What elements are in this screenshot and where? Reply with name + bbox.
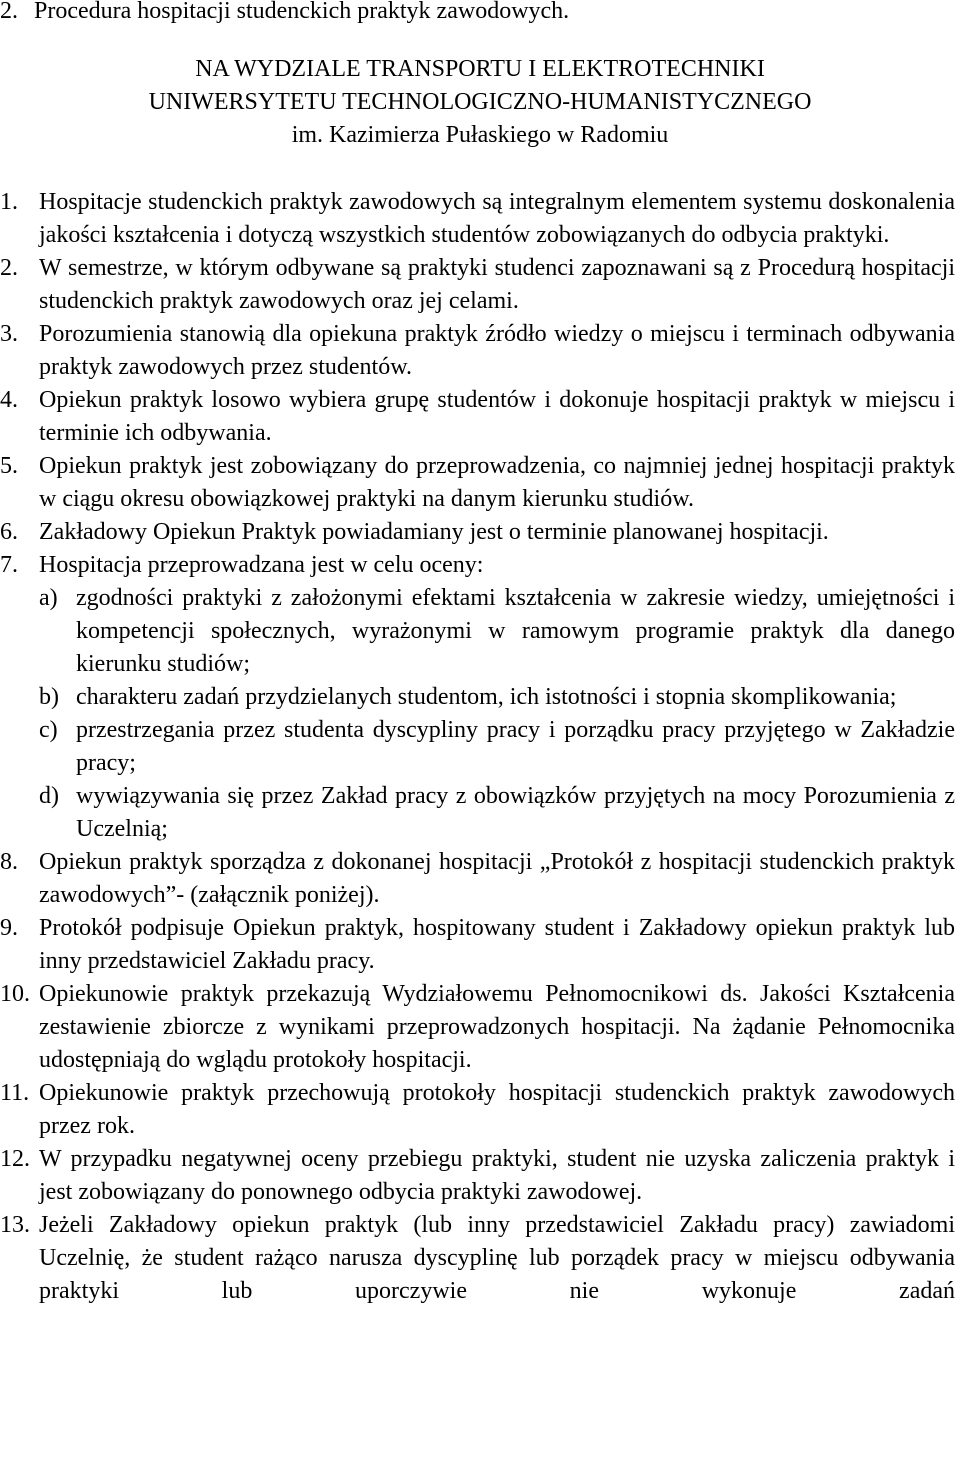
sub-item-text: zgodności praktyki z założonymi efektami kształcenia w zakresie wiedzy, umiejętności i kompetencji społecznych, wyrażonymi w ramowym programie praktyk dla danego kierunku studiów; — [76, 585, 955, 677]
sub-item-text: przestrzegania przez studenta dyscypliny pracy i porządku pracy przyjętego w Zakładzie pracy; — [76, 717, 955, 776]
list-item — [0, 384, 955, 450]
item-text: W przypadku negatywnej oceny przebiegu praktyki, student nie uzyska zaliczenia praktyk i jest zobowiązany do ponownego odbycia praktyki zawodowej. — [39, 1146, 955, 1205]
sub-list-item — [39, 714, 955, 780]
item-number: 11. — [0, 1080, 30, 1106]
procedure-list — [0, 186, 960, 1308]
list-item — [0, 978, 955, 1077]
item-number: 8. — [0, 849, 18, 875]
institution-line-3: im. Kazimierza Pułaskiego w Radomiu — [291, 122, 669, 148]
section-title: Procedura hospitacji studenckich praktyk zawodowych. — [34, 0, 570, 24]
list-item — [0, 1143, 955, 1209]
institution-line-2: UNIWERSYTETU TECHNOLOGICZNO-HUMANISTYCZNEGO — [148, 89, 812, 115]
item-text: Jeżeli Zakładowy opiekun praktyk (lub inny przedstawiciel Zakładu pracy) zawiadomi Uczelnię, że student rażąco narusza dyscyplinę lub porządek pracy w miejscu odbywania praktyki lub uporczywie nie wykonuje zadań — [39, 1212, 955, 1304]
sub-list — [39, 582, 955, 846]
item-text: W semestrze, w którym odbywane są praktyki studenci zapoznawani są z Procedurą hospitacji studenckich praktyk zawodowych oraz jej celami. — [39, 255, 955, 314]
item-text: Porozumienia stanowią dla opiekuna praktyk źródło wiedzy o miejscu i terminach odbywania praktyk zawodowych przez studentów. — [39, 321, 955, 380]
sub-list-item — [39, 681, 955, 714]
item-number: 4. — [0, 387, 18, 413]
item-number: 9. — [0, 915, 18, 941]
sub-item-text: charakteru zadań przydzielanych studentom, ich istotności i stopnia skomplikowania; — [76, 684, 897, 710]
list-item — [0, 549, 955, 846]
item-number: 1. — [0, 189, 18, 215]
list-item — [0, 252, 955, 318]
item-text: Opiekun praktyk jest zobowiązany do przeprowadzenia, co najmniej jednej hospitacji praktyk w ciągu okresu obowiązkowej praktyki na danym kierunku studiów. — [39, 453, 955, 512]
sub-item-text: wywiązywania się przez Zakład pracy z obowiązków przyjętych na mocy Porozumienia z Uczelnią; — [76, 783, 955, 842]
item-text: Opiekunowie praktyk przekazują Wydziałowemu Pełnomocnikowi ds. Jakości Kształcenia zestawienie zbiorcze z wynikami przeprowadzonych hospitacji. Na żądanie Pełnomocnika udostępniają do wglądu protokoły hospitacji. — [39, 981, 955, 1073]
item-number: 3. — [0, 321, 18, 347]
item-number: 13. — [0, 1212, 30, 1238]
item-number: 12. — [0, 1146, 30, 1172]
item-text: Opiekun praktyk sporządza z dokonanej hospitacji „Protokół z hospitacji studenckich praktyk zawodowych”- (załącznik poniżej). — [39, 849, 955, 908]
list-item — [0, 1209, 955, 1308]
section-heading — [0, 0, 940, 28]
list-item — [0, 1077, 955, 1143]
section-number: 2. — [0, 0, 18, 24]
item-text: Protokół podpisuje Opiekun praktyk, hospitowany student i Zakładowy opiekun praktyk lub inny przedstawiciel Zakładu pracy. — [39, 915, 955, 974]
item-text: Opiekun praktyk losowo wybiera grupę studentów i dokonuje hospitacji praktyk w miejscu i terminie ich odbywania. — [39, 387, 955, 446]
list-item — [0, 450, 955, 516]
sub-list-item — [39, 780, 955, 846]
sub-list-item — [39, 582, 955, 681]
institution-line-1: NA WYDZIALE TRANSPORTU I ELEKTROTECHNIKI — [195, 56, 765, 82]
list-item — [0, 186, 955, 252]
item-number: 2. — [0, 255, 18, 281]
item-number: 6. — [0, 519, 18, 545]
list-item — [0, 912, 955, 978]
sub-item-letter: a) — [39, 585, 58, 611]
list-item — [0, 516, 955, 549]
sub-item-letter: c) — [39, 717, 58, 743]
sub-item-letter: d) — [39, 783, 59, 809]
item-text: Hospitacja przeprowadzana jest w celu oceny: — [39, 552, 484, 578]
list-item — [0, 318, 955, 384]
sub-item-letter: b) — [39, 684, 59, 710]
item-number: 10. — [0, 981, 30, 1007]
institution-block — [0, 53, 960, 152]
item-number: 5. — [0, 453, 18, 479]
item-text: Opiekunowie praktyk przechowują protokoły hospitacji studenckich praktyk zawodowych przez rok. — [39, 1080, 955, 1139]
item-number: 7. — [0, 552, 18, 578]
item-text: Hospitacje studenckich praktyk zawodowych są integralnym elementem systemu doskonalenia jakości kształcenia i dotyczą wszystkich studentów zobowiązanych do odbycia praktyki. — [39, 189, 955, 248]
item-text: Zakładowy Opiekun Praktyk powiadamiany jest o terminie planowanej hospitacji. — [39, 519, 829, 545]
list-item — [0, 846, 955, 912]
